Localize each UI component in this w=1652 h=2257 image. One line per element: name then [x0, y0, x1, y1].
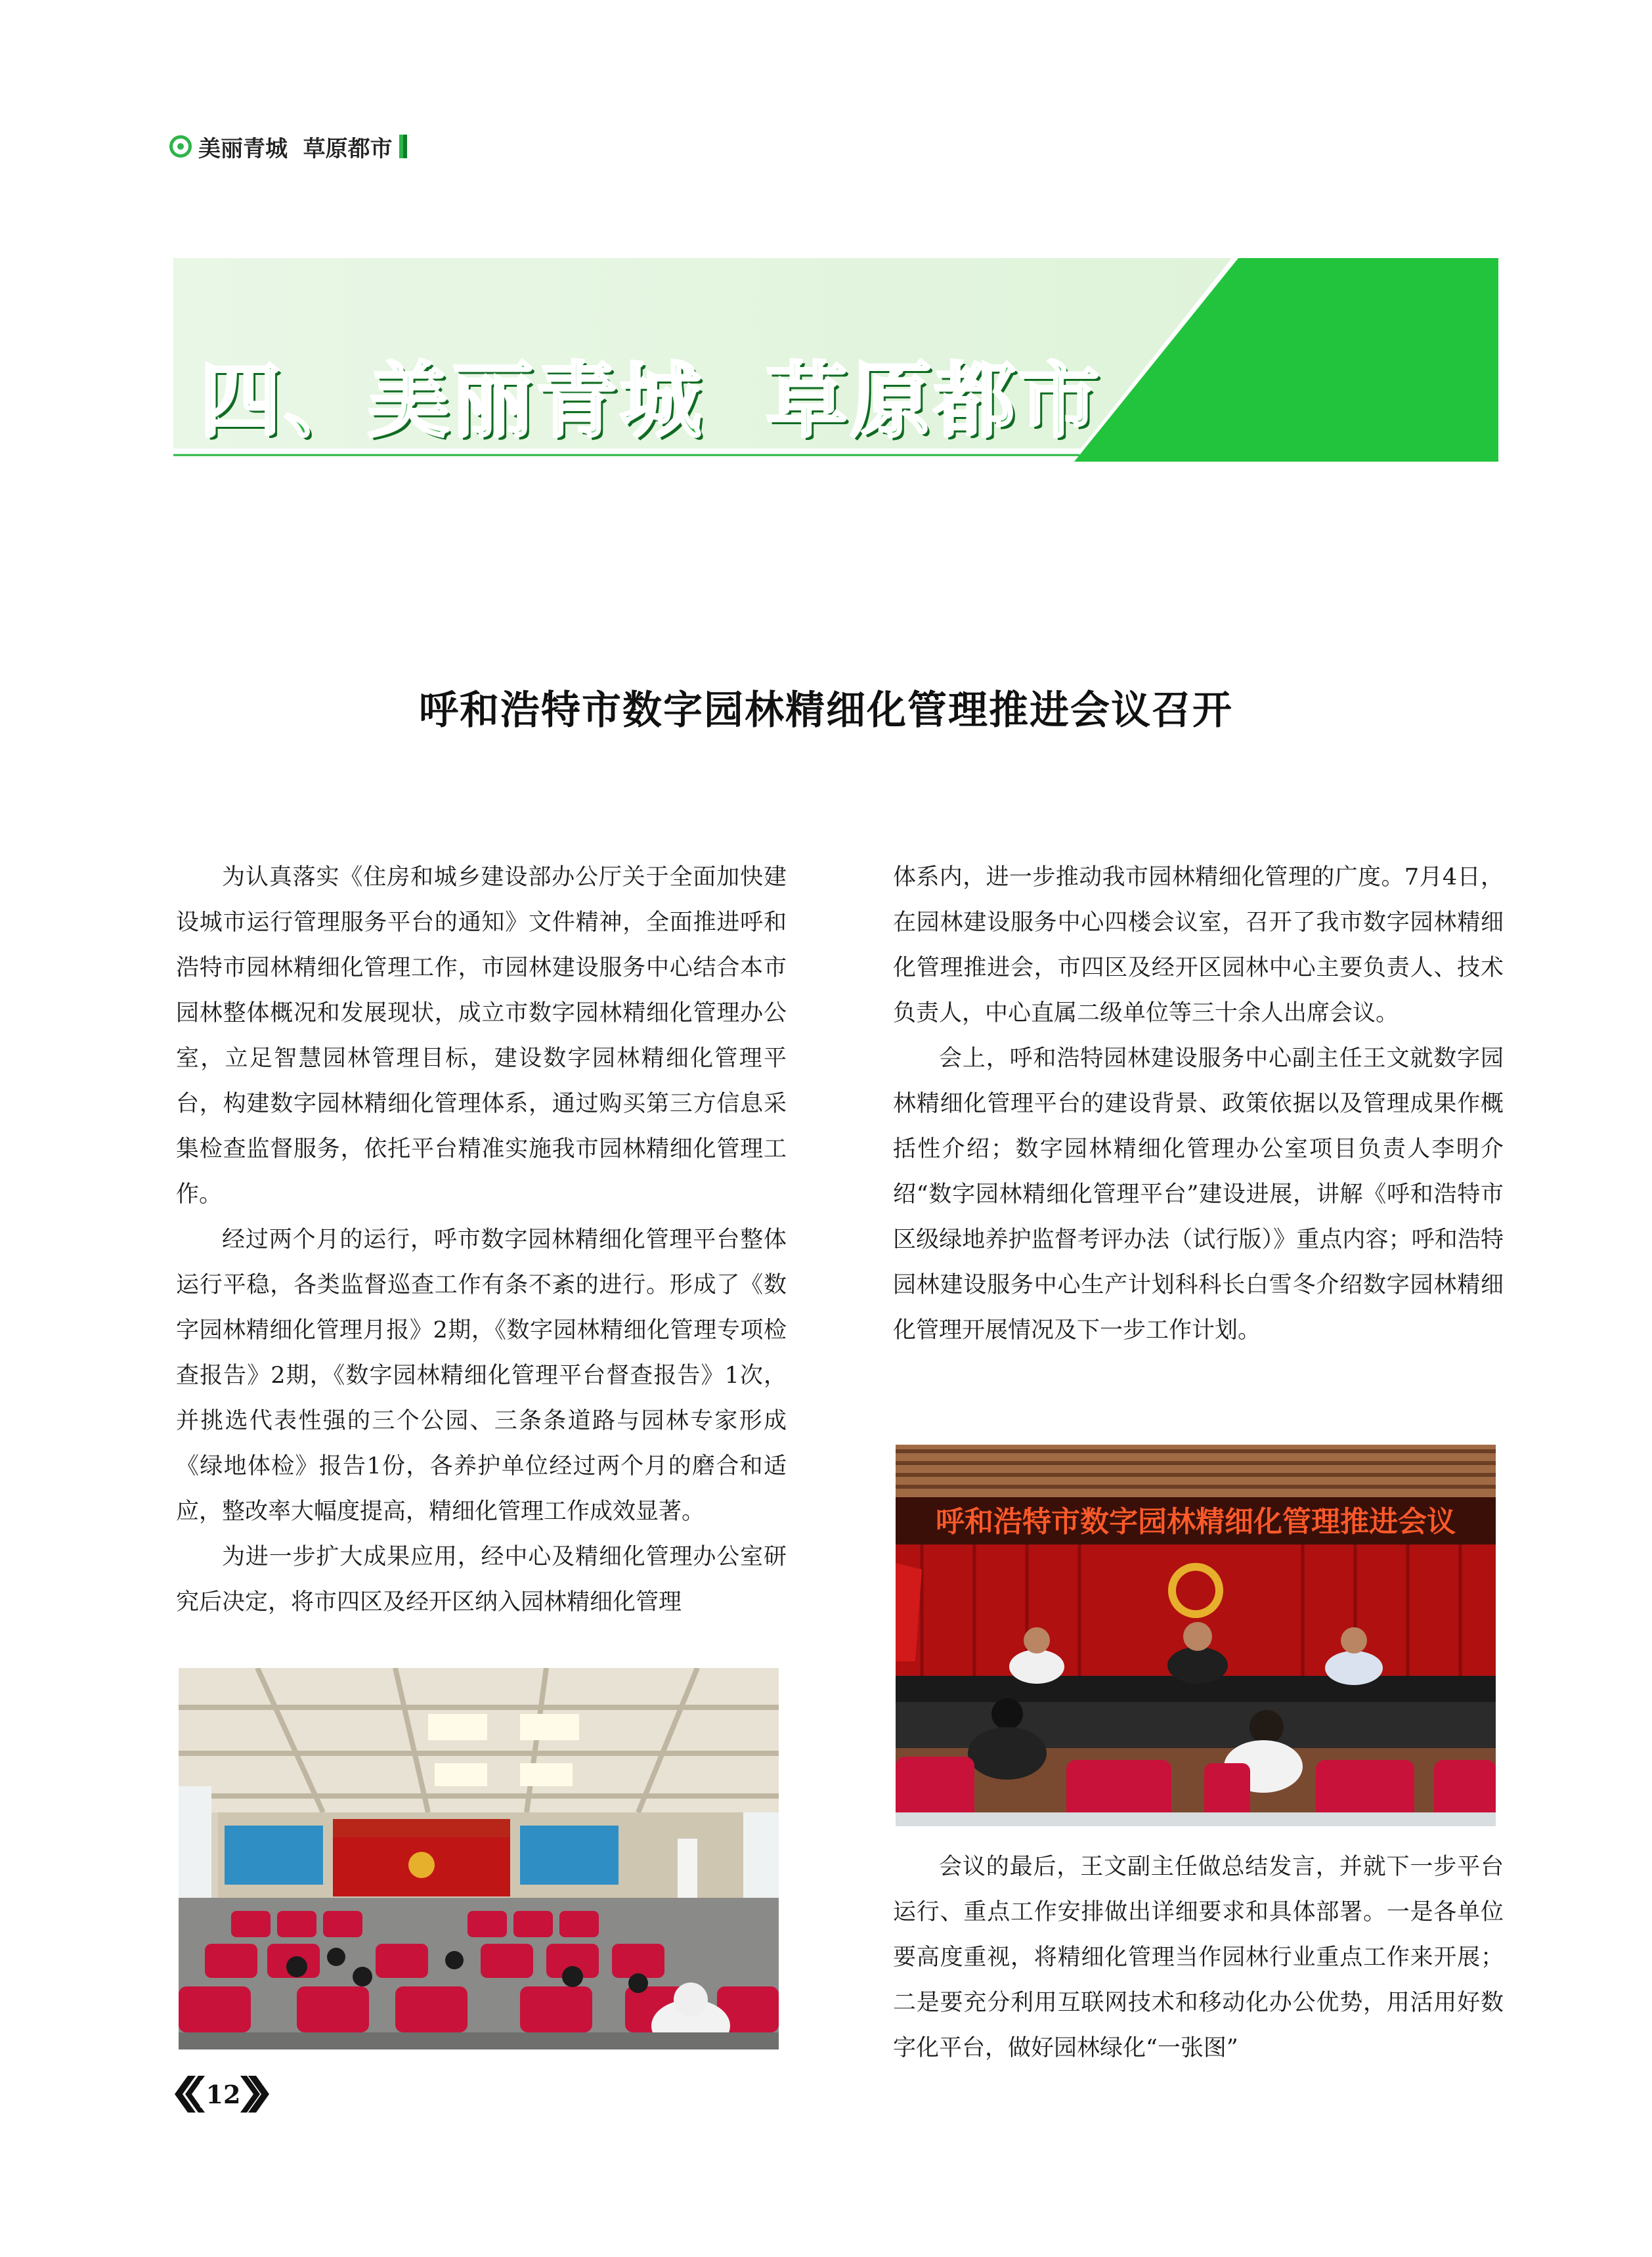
- paragraph-1: 为认真落实《住房和城乡建设部办公厅关于全面加快建设城市运行管理服务平台的通知》文件精神，全面推进呼和浩特市园林精细化管理工作，市园林建设服务中心结合本市园林整体概况和发展现状，成立市数字园林精细化管理办公室，立足智慧园林管理目标，建设数字园林精细化管理平台，构建数字园林精细化管理体系，通过购买第三方信息采集检查监督服务，依托平台精准实施我市园林精细化管理工作。: [176, 864, 787, 1208]
- page-number: [175, 2076, 272, 2113]
- running-header: [169, 129, 407, 164]
- paragraph-3: 为进一步扩大成果应用，经中心及精细化管理办公室研究后决定，将市四区及经开区纳入园林精细化管理: [176, 1544, 787, 1615]
- right-column-top: [893, 855, 1504, 1353]
- article-title: 呼和浩特市数字园林精细化管理推进会议召开: [419, 688, 1233, 734]
- header-bar-icon: [399, 135, 407, 158]
- section-banner: [173, 258, 1498, 462]
- page-number-text: 12: [206, 2079, 241, 2109]
- left-column: [176, 855, 787, 1625]
- target-circle-icon: [169, 135, 192, 158]
- paragraph-2: 经过两个月的运行，呼市数字园林精细化管理平台整体运行平稳，各类监督巡查工作有条不紊的进行。形成了《数字园林精细化管理月报》2期，《数字园林精细化管理专项检查报告》2期，《数字园林精细化管理平台督查报告》1次，并挑选代表性强的三个公园、三条条道路与园林专家形成《绿地体检》报告1份，各养护单位经过两个月的磨合和适应，整改率大幅度提高，精细化管理工作成效显著。: [176, 1227, 787, 1525]
- paragraph-3-continuation: 体系内，进一步推动我市园林精细化管理的广度。7月4日，在园林建设服务中心四楼会议室，召开了我市数字园林精细化管理推进会，市四区及经开区园林中心主要负责人、技术负责人，中心直属二级单位等三十余人出席会议。: [893, 864, 1504, 1026]
- banner-title: 四、美丽青城 草原都市: [200, 354, 1102, 449]
- running-header-title: 美丽青城 草原都市: [198, 135, 393, 162]
- paragraph-5: 会议的最后，王文副主任做总结发言，并就下一步平台运行、重点工作安排做出详细要求和具体部署。一是各单位要高度重视，将精细化管理当作园林行业重点工作来开展；二是要充分利用互联网技术和移动化办公优势，用活用好数字化平台，做好园林绿化“一张图”: [893, 1854, 1504, 2061]
- led-banner-text: 呼和浩特市数字园林精细化管理推进会议: [936, 1505, 1456, 1539]
- meeting-podium-photo: [896, 1445, 1496, 1826]
- meeting-hall-photo: [179, 1668, 779, 2049]
- paragraph-4: 会上，呼和浩特园林建设服务中心副主任王文就数字园林精细化管理平台的建设背景、政策依据以及管理成果作概括性介绍；数字园林精细化管理办公室项目负责人李明介绍“数字园林精细化管理平台”建设进展，讲解《呼和浩特市区级绿地养护监督考评办法（试行版）》重点内容；呼和浩特园林建设服务中心生产计划科科长白雪冬介绍数字园林精细化管理开展情况及下一步工作计划。: [893, 1045, 1504, 1344]
- right-column-bottom: [893, 1845, 1504, 2071]
